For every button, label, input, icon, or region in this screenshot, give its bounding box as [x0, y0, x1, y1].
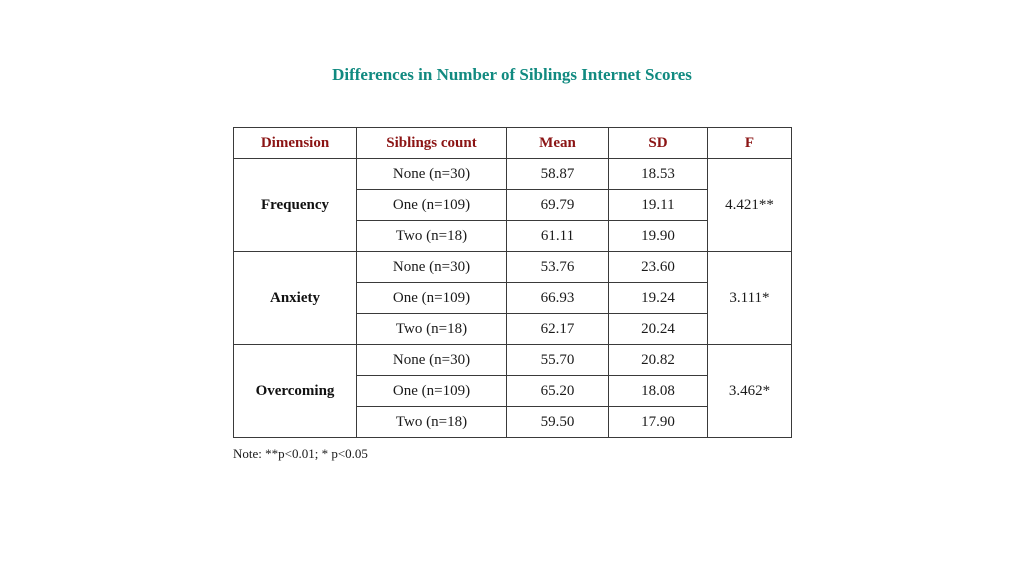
header-row [234, 128, 792, 159]
dimension-cell-anxiety: Anxiety [234, 252, 357, 345]
dimension-cell-frequency: Frequency [234, 159, 357, 252]
mean-cell: 62.17 [507, 314, 609, 345]
mean-cell: 55.70 [507, 345, 609, 376]
header-sd: SD [609, 128, 708, 159]
mean-cell: 65.20 [507, 376, 609, 407]
siblings-cell: One (n=109) [357, 376, 507, 407]
siblings-cell: None (n=30) [357, 345, 507, 376]
dimension-cell-overcoming: Overcoming [234, 345, 357, 438]
table-row [234, 252, 792, 283]
mean-cell: 53.76 [507, 252, 609, 283]
table-title: Differences in Number of Siblings Internet Scores [332, 65, 692, 84]
siblings-cell: None (n=30) [357, 159, 507, 190]
f-cell-anxiety: 3.111* [708, 252, 792, 345]
sd-cell: 19.11 [609, 190, 708, 221]
header-siblings-count: Siblings count [357, 128, 507, 159]
sd-cell: 17.90 [609, 407, 708, 438]
header-f: F [708, 128, 792, 159]
siblings-stats-table [233, 127, 792, 438]
siblings-cell: Two (n=18) [357, 314, 507, 345]
sd-cell: 19.90 [609, 221, 708, 252]
significance-note: Note: **p<0.01; * p<0.05 [233, 446, 368, 461]
sd-cell: 18.53 [609, 159, 708, 190]
header-dimension: Dimension [234, 128, 357, 159]
sd-cell: 20.82 [609, 345, 708, 376]
mean-cell: 61.11 [507, 221, 609, 252]
sd-cell: 19.24 [609, 283, 708, 314]
sd-cell: 23.60 [609, 252, 708, 283]
siblings-cell: One (n=109) [357, 283, 507, 314]
siblings-cell: One (n=109) [357, 190, 507, 221]
sd-cell: 18.08 [609, 376, 708, 407]
mean-cell: 59.50 [507, 407, 609, 438]
sd-cell: 20.24 [609, 314, 708, 345]
mean-cell: 66.93 [507, 283, 609, 314]
mean-cell: 69.79 [507, 190, 609, 221]
table-row [234, 159, 792, 190]
siblings-cell: Two (n=18) [357, 407, 507, 438]
header-mean: Mean [507, 128, 609, 159]
siblings-cell: Two (n=18) [357, 221, 507, 252]
siblings-cell: None (n=30) [357, 252, 507, 283]
f-cell-frequency: 4.421** [708, 159, 792, 252]
table-row [234, 345, 792, 376]
f-cell-overcoming: 3.462* [708, 345, 792, 438]
mean-cell: 58.87 [507, 159, 609, 190]
